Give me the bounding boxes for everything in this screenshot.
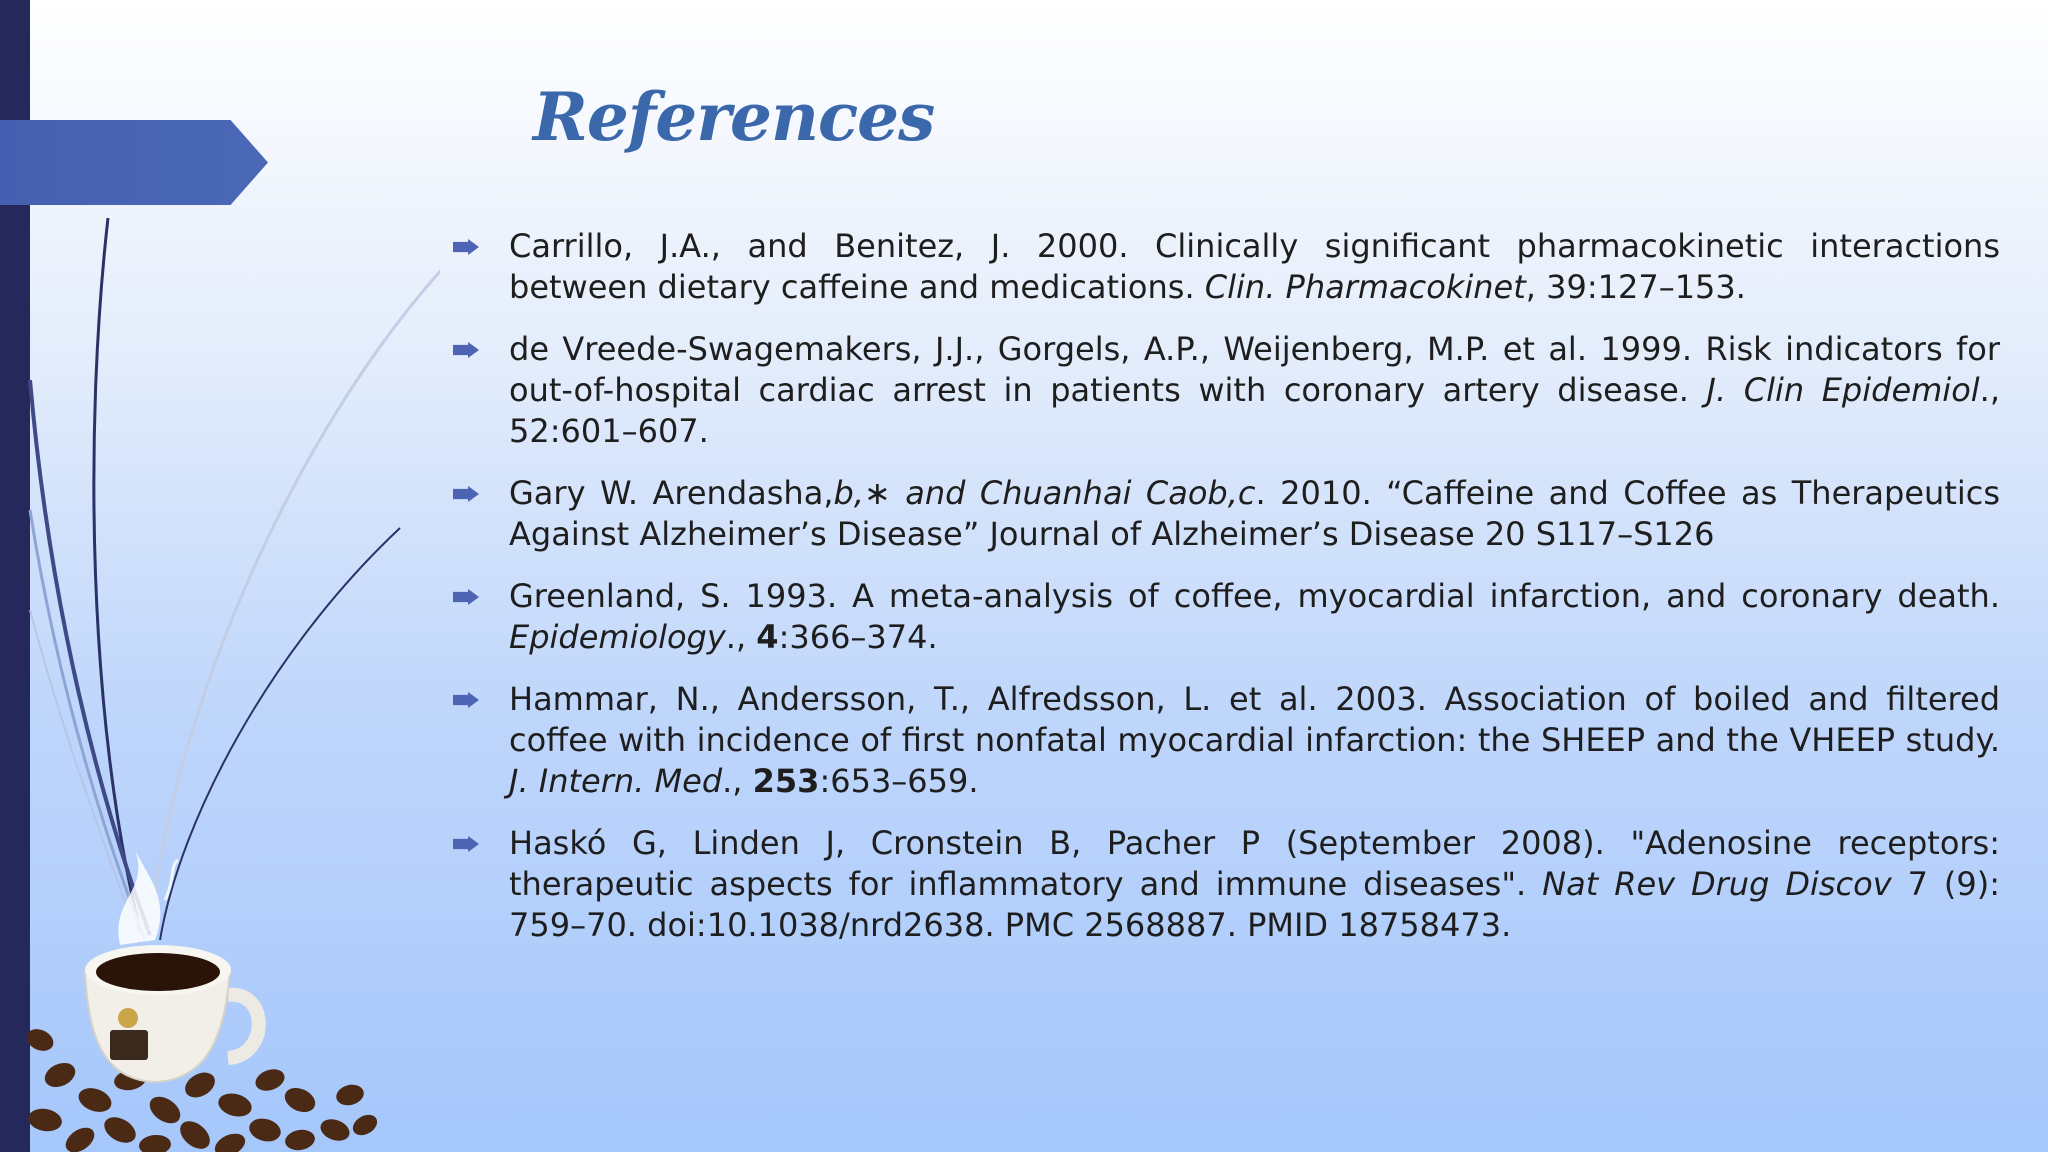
ref-text: :653–659. — [819, 762, 979, 800]
reference-item — [450, 679, 2000, 802]
ref-authors-italic: b,∗ and Chuanhai Caob,c — [833, 474, 1256, 512]
ref-journal: J. Intern. Med — [509, 762, 723, 800]
ref-text: Gary W. Arendasha, — [509, 474, 834, 512]
ref-volume: 253 — [752, 762, 820, 800]
page-title: References — [533, 78, 935, 156]
reference-item — [450, 473, 2000, 555]
arrow-bullet-icon — [453, 692, 479, 708]
ref-text: :366–374. — [778, 618, 938, 656]
ref-text: Haskó G, Linden J, Cronstein B, Pacher P (September 2008). "Adenosine receptors: therapeutic aspects for inflammatory and immune diseases". — [509, 824, 2000, 903]
arrow-bullet-icon — [453, 486, 479, 502]
ref-text: ., — [722, 762, 753, 800]
reference-item — [450, 226, 2000, 308]
reference-item — [450, 329, 2000, 452]
arrow-bullet-icon — [453, 342, 479, 358]
reference-item — [450, 576, 2000, 658]
ref-text: . 2010. “Caffeine and Coffee as Therapeutics Against Alzheimer’s Disease” Journal of Alzheimer’s Disease 20 S117–S126 — [509, 474, 2001, 553]
coffee-cup-illustration — [0, 0, 440, 1152]
reference-item — [450, 823, 2000, 946]
arrow-bullet-icon — [453, 589, 479, 605]
ref-text: Hammar, N., Andersson, T., Alfredsson, L. et al. 2003. Association of boiled and filtered coffee with incidence of first nonfatal myocardial infarction: the SHEEP and the VHEEP study. — [509, 680, 2000, 759]
ref-text: ., — [725, 618, 757, 656]
ref-journal: Nat Rev Drug Discov — [1542, 865, 1892, 903]
ref-text: Carrillo, J.A., and Benitez, J. 2000. Clinically significant pharmacokinetic interactions between dietary caffeine and medications. — [509, 227, 2000, 306]
ref-text: ., 52:601–607. — [509, 371, 2000, 450]
arrow-bullet-icon — [453, 836, 479, 852]
arrow-bullet-icon — [453, 239, 479, 255]
ref-volume: 4 — [756, 618, 779, 656]
ref-text: 7 (9): 759–70. doi:10.1038/nrd2638. PMC 2568887. PMID 18758473. — [509, 865, 2001, 944]
ref-text: de Vreede-Swagemakers, J.J., Gorgels, A.P., Weijenberg, M.P. et al. 1999. Risk indicators for out-of-hospital cardiac arrest in patients with coronary artery disease. — [509, 330, 2000, 409]
ref-text: , 39:127–153. — [1525, 268, 1746, 306]
reference-list — [450, 226, 2000, 967]
ref-journal: J. Clin Epidemiol — [1706, 371, 1980, 409]
ref-journal: Clin. Pharmacokinet — [1204, 268, 1526, 306]
ref-text: Greenland, S. 1993. A meta-analysis of coffee, myocardial infarction, and coronary death. — [509, 577, 2000, 615]
ref-journal: Epidemiology — [509, 618, 726, 656]
